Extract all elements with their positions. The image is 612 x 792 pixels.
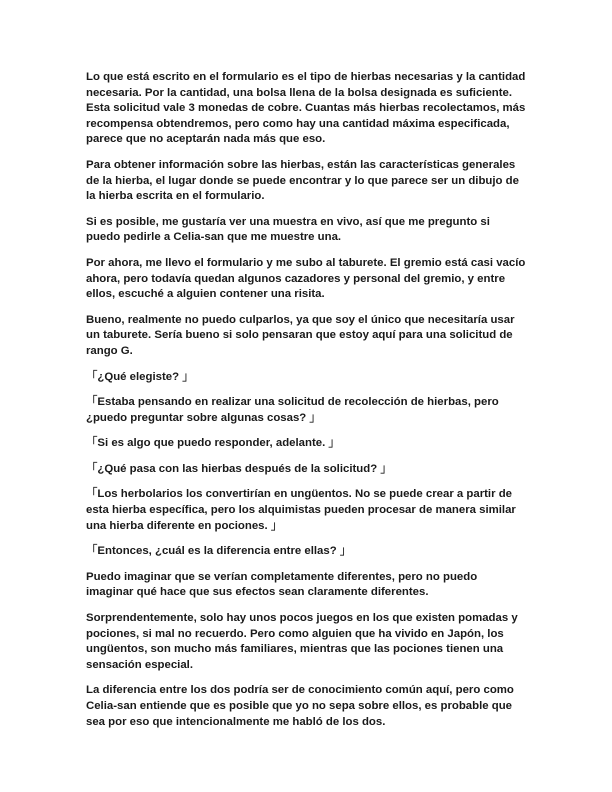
- dialog-line-difference: 「Entonces, ¿cuál es la diferencia entre ellas? 」: [86, 545, 352, 558]
- paragraph-herb-info: Para obtener información sobre las hierbas, están las características generales de la hierba, el lugar donde se puede encontrar y lo que parece ser un dibujo de la hierba escrita en el formulario.: [86, 158, 519, 203]
- dialog-line-what-chose: 「¿Qué elegiste? 」: [86, 370, 194, 383]
- paragraph-rank-g: Bueno, realmente no puedo culparlos, ya que soy el único que necesitaría usar un taburete. Sería bueno si solo pensaran que estoy aquí para una solicitud de rango G.: [86, 313, 515, 357]
- dialog-line-after-request: 「¿Qué pasa con las hierbas después de la solicitud? 」: [86, 462, 392, 475]
- dialog-line-herb-request: 「Estaba pensando en realizar una solicitud de recolección de hierbas, pero ¿puedo preguntar sobre algunas cosas? 」: [86, 396, 499, 424]
- paragraph-common-knowledge: La diferencia entre los dos podría ser de conocimiento común aquí, pero como Celia-san entiende que es posible que yo no sepa sobre ellos, es probable que sea por eso que intencionalmente me habló de los dos.: [86, 684, 514, 728]
- paragraph-form-contents: Lo que está escrito en el formulario es el tipo de hierbas necesarias y la cantidad necesaria. Por la cantidad, una bolsa llena de la bolsa designada es suficiente. Esta solicitud vale 3 monedas de cobre. Cuantas más hierbas recolectamos, más recompensa obtendremos, pero como hay una cantidad máxima especificada, parece que no aceptarán nada más que eso.: [86, 71, 526, 146]
- dialog-line-go-ahead: 「Si es algo que puedo responder, adelante. 」: [86, 437, 340, 450]
- dialog-line-ointments: 「Los herbolarios los convertirían en ungüentos. No se puede crear a partir de esta hierba específica, pero los alquimistas pueden procesar de manera similar una hierba diferente en pociones. 」: [86, 488, 516, 532]
- paragraph-stool: Por ahora, me llevo el formulario y me subo al taburete. El gremio está casi vacío ahora, pero todavía quedan algunos cazadores y personal del gremio, y entre ellos, escuché a alguien contener una risita.: [86, 256, 526, 301]
- document-page: [86, 70, 526, 740]
- paragraph-live-sample: Si es posible, me gustaría ver una muestra en vivo, así que me pregunto si puedo pedirle a Celia-san que me muestre una.: [86, 215, 490, 244]
- paragraph-games: Sorprendentemente, solo hay unos pocos juegos en los que existen pomadas y pociones, si mal no recuerdo. Pero como alguien que ha vivido en Japón, los ungüentos, son mucho más familiares, mientras que las pociones tienen una sensación especial.: [86, 612, 518, 671]
- paragraph-imagine: Puedo imaginar que se verían completamente diferentes, pero no puedo imaginar qué hace que sus efectos sean claramente diferentes.: [86, 570, 478, 599]
